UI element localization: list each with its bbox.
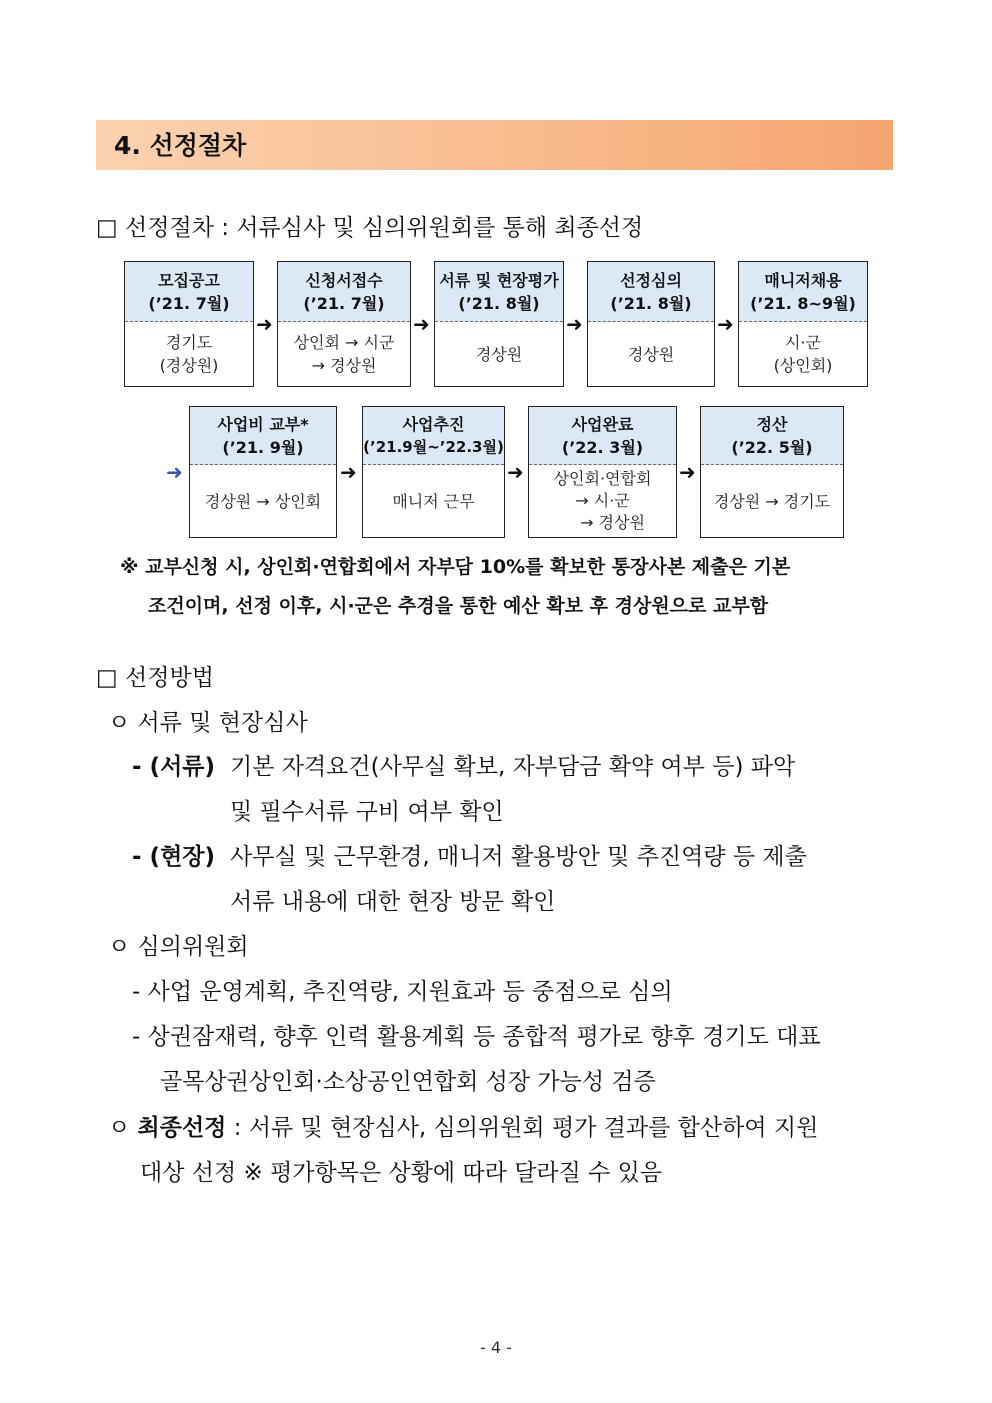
committee-item-1: - 사업 운영계획, 추진역량, 지원효과 등 중점으로 심의: [132, 979, 673, 1005]
arrow-right-icon: ➜: [566, 312, 583, 336]
step-date: (’21.9월~’22.3월): [363, 437, 504, 456]
step-body: 경상원: [475, 344, 523, 364]
note-line-2: 조건이며, 선정 이후, 시·군은 추경을 통한 예산 확보 후 경상원으로 교부함: [148, 595, 769, 617]
arrow-right-icon: ➜: [717, 312, 734, 336]
step-date: (’21. 7월): [303, 293, 385, 313]
step-body: 시·군: [785, 333, 821, 352]
doc-review-label: - (서류): [132, 754, 216, 780]
arrow-right-continuation-icon: ➜: [166, 460, 183, 484]
final-selection-line-2: 대상 선정 ※ 평가항목은 상황에 따라 달라질 수 있음: [140, 1160, 663, 1186]
flow-step-application: [277, 261, 411, 387]
step-date: (’21. 7월): [148, 293, 230, 313]
flow-step-funding: [189, 406, 337, 538]
step-title: 매니저채용: [764, 270, 842, 290]
step-body: (상인회): [773, 356, 833, 375]
arrow-right-icon: ➜: [340, 460, 357, 484]
flow-step-document-evaluation: [434, 261, 564, 387]
flow-step-completion: [528, 406, 677, 538]
step-date: (’21. 8~9월): [750, 293, 856, 313]
committee-item-2-line-2: 골목상권상인회·소상공인연합회 성장 가능성 검증: [160, 1069, 656, 1095]
note-line-1: ※ 교부신청 시, 상인회·연합회에서 자부담 10%를 확보한 통장사본 제출은 기본: [120, 556, 791, 578]
step-body: 상인회 → 시군: [293, 333, 395, 352]
arrow-right-icon: ➜: [256, 312, 273, 336]
step-date: (’21. 8월): [458, 293, 540, 313]
step-body: → 경상원: [311, 356, 377, 375]
flow-step-selection-review: [587, 261, 715, 387]
step-body: 경상원: [627, 344, 675, 364]
step-title: 신청서접수: [305, 270, 383, 290]
doc-review-line-2: 및 필수서류 구비 여부 확인: [230, 799, 504, 825]
step-title: 모집공고: [158, 270, 220, 290]
committee-title: ㅇ 심의위원회: [108, 934, 249, 960]
doc-review-line-1: 기본 자격요건(사무실 확보, 자부담금 확약 여부 등) 파악: [230, 754, 796, 780]
committee-item-2-line-1: - 상권잠재력, 향후 인력 활용계획 등 종합적 평가로 향후 경기도 대표: [132, 1024, 821, 1050]
step-body: 경기도: [165, 333, 213, 352]
step-body: → 시·군: [575, 491, 630, 510]
procedure-heading: □ 선정절차 : 서류심사 및 심의위원회를 통해 최종선정: [96, 215, 644, 241]
step-body: 경상원 → 경기도: [713, 491, 831, 511]
step-body: 경상원 → 상인회: [204, 491, 322, 511]
site-review-line-2: 서류 내용에 대한 현장 방문 확인: [230, 889, 556, 915]
step-title: 사업완료: [571, 414, 634, 434]
step-date: (’21. 9월): [222, 437, 304, 457]
step-title: 서류 및 현장평가: [439, 270, 559, 290]
step-body: 매니저 근무: [392, 491, 475, 511]
step-body: 상인회·연합회: [553, 469, 652, 488]
arrow-right-icon: ➜: [413, 312, 430, 336]
arrow-right-icon: ➜: [679, 460, 696, 484]
section-title: 4. 선정절차: [114, 131, 247, 160]
flow-step-settlement: [700, 406, 844, 538]
step-date: (’22. 5월): [731, 437, 813, 457]
step-date: (’22. 3월): [561, 437, 644, 457]
site-review-label: - (현장): [132, 844, 216, 870]
site-review-item: [132, 841, 215, 873]
flow-step-project-execution: [362, 406, 505, 538]
doc-site-review-title: ㅇ 서류 및 현장심사: [108, 710, 308, 736]
step-title: 사업비 교부*: [217, 414, 309, 434]
flow-step-recruit-notice: [124, 261, 254, 387]
flow-step-manager-hiring: [738, 261, 868, 387]
site-review-line-1: 사무실 및 근무환경, 매니저 활용방안 및 추진역량 등 제출: [230, 844, 807, 870]
final-selection-text: : 서류 및 현장심사, 심의위원회 평가 결과를 합산하여 지원: [233, 1115, 819, 1141]
doc-review-item: [132, 751, 215, 783]
final-selection-line-1: [108, 1112, 818, 1144]
method-heading: □ 선정방법: [96, 665, 214, 691]
step-date: (’21. 8월): [610, 293, 692, 313]
page-number: - 4 -: [480, 1338, 512, 1357]
step-title: 정산: [756, 414, 788, 434]
step-body: (경상원): [159, 356, 219, 375]
step-title: 사업추진: [402, 414, 465, 434]
step-body: → 경상원: [580, 513, 645, 532]
arrow-right-icon: ➜: [507, 460, 524, 484]
final-marker: ㅇ: [108, 1115, 131, 1141]
step-title: 선정심의: [620, 270, 682, 290]
final-selection-label: 최종선정: [137, 1115, 227, 1141]
